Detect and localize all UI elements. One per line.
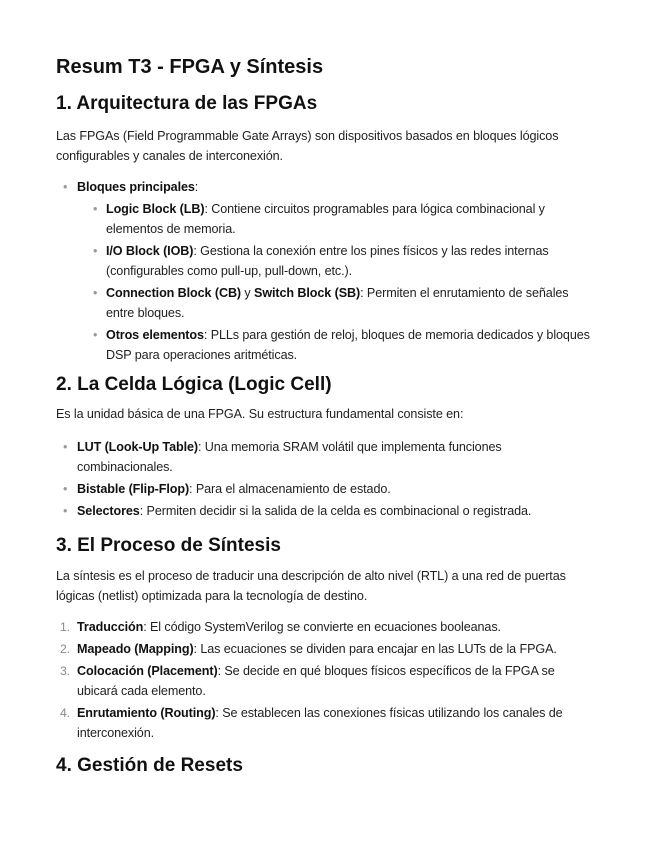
item-bold: Bloques principales: [77, 180, 195, 194]
item-text: :: [194, 180, 199, 194]
item-text: : Gestiona la conexión entre los pines físicos y las redes internas (configurables como pull-up, pull-down, etc.).: [106, 244, 549, 278]
item-bold: Mapeado (Mapping): [77, 642, 194, 656]
list-item: [56, 437, 596, 477]
item-bold: LUT (Look-Up Table): [77, 440, 198, 454]
section-3-steps: [56, 617, 596, 745]
list-item: [56, 241, 596, 281]
item-bold: Otros elementos: [106, 328, 204, 342]
section-2-heading: 2. La Celda Lógica (Logic Cell): [56, 374, 332, 395]
step-number: 3.: [60, 664, 70, 678]
document-title: Resum T3 - FPGA y Síntesis: [56, 56, 324, 78]
list-item: [56, 703, 596, 743]
item-text: : Las ecuaciones se dividen para encajar en las LUTs de la FPGA.: [193, 642, 557, 656]
bullet-icon: •: [63, 482, 68, 496]
item-bold: Logic Block (LB): [106, 202, 205, 216]
bullet-icon: •: [93, 286, 98, 300]
item-text: y: [241, 286, 255, 300]
section-1-intro: Las FPGAs (Field Programmable Gate Arrays) son dispositivos basados en bloques lógicos configurables y canales de interconexión.: [56, 129, 559, 163]
item-text: : Una memoria SRAM volátil que implementa funciones combinacionales.: [77, 440, 502, 474]
section-2-list: [56, 437, 596, 521]
item-bold: Enrutamiento (Routing): [77, 706, 216, 720]
bullet-icon: •: [63, 440, 68, 454]
bullet-icon: •: [93, 244, 98, 258]
section-3-intro: La síntesis es el proceso de traducir una descripción de alto nivel (RTL) a una red de puertas lógicas (netlist) optimizada para la tecnología de destino.: [56, 569, 566, 603]
bullet-icon: •: [63, 180, 68, 194]
list-item: [56, 283, 596, 323]
list-item: [56, 177, 596, 365]
item-text: : Se establecen las conexiones físicas utilizando los canales de interconexión.: [77, 706, 563, 740]
item-text: : Se decide en qué bloques físicos específicos de la FPGA se ubicará cada elemento.: [77, 664, 555, 698]
item-bold: Traducción: [77, 620, 144, 634]
section-1-list: [56, 177, 596, 365]
bullet-icon: •: [93, 328, 98, 342]
item-text: : El código SystemVerilog se convierte en ecuaciones booleanas.: [143, 620, 501, 634]
item-text-2: : Permiten el enrutamiento de señales entre bloques.: [106, 286, 569, 320]
step-number: 2.: [60, 642, 70, 656]
step-number: 4.: [60, 706, 70, 720]
section-1-heading: 1. Arquitectura de las FPGAs: [56, 93, 318, 114]
list-item: [56, 501, 596, 521]
list-item: [56, 639, 596, 659]
item-bold: Connection Block (CB): [106, 286, 242, 300]
item-bold: Selectores: [77, 504, 140, 518]
item-text: : Contiene circuitos programables para lógica combinacional y elementos de memoria.: [106, 202, 545, 236]
list-item: [56, 479, 596, 499]
item-bold: I/O Block (IOB): [106, 244, 194, 258]
bullet-icon: •: [93, 202, 98, 216]
step-number: 1.: [60, 620, 70, 634]
item-text: : Para el almacenamiento de estado.: [189, 482, 391, 496]
item-text: : PLLs para gestión de reloj, bloques de memoria dedicados y bloques DSP para operaciones aritméticas.: [106, 328, 590, 362]
list-item: [56, 617, 596, 637]
list-item: [56, 199, 596, 239]
list-item: [56, 325, 596, 365]
item-bold: Colocación (Placement): [77, 664, 218, 678]
item-bold: Bistable (Flip-Flop): [77, 482, 190, 496]
section-3-heading: 3. El Proceso de Síntesis: [56, 535, 281, 556]
item-text: : Permiten decidir si la salida de la celda es combinacional o registrada.: [139, 504, 532, 518]
item-bold-2: Switch Block (SB): [254, 286, 361, 300]
section-4-heading: 4. Gestión de Resets: [56, 755, 243, 776]
bullet-icon: •: [63, 504, 68, 518]
list-item: [56, 661, 596, 701]
section-2-intro: Es la unidad básica de una FPGA. Su estructura fundamental consiste en:: [56, 407, 464, 421]
sub-list: [56, 199, 596, 365]
